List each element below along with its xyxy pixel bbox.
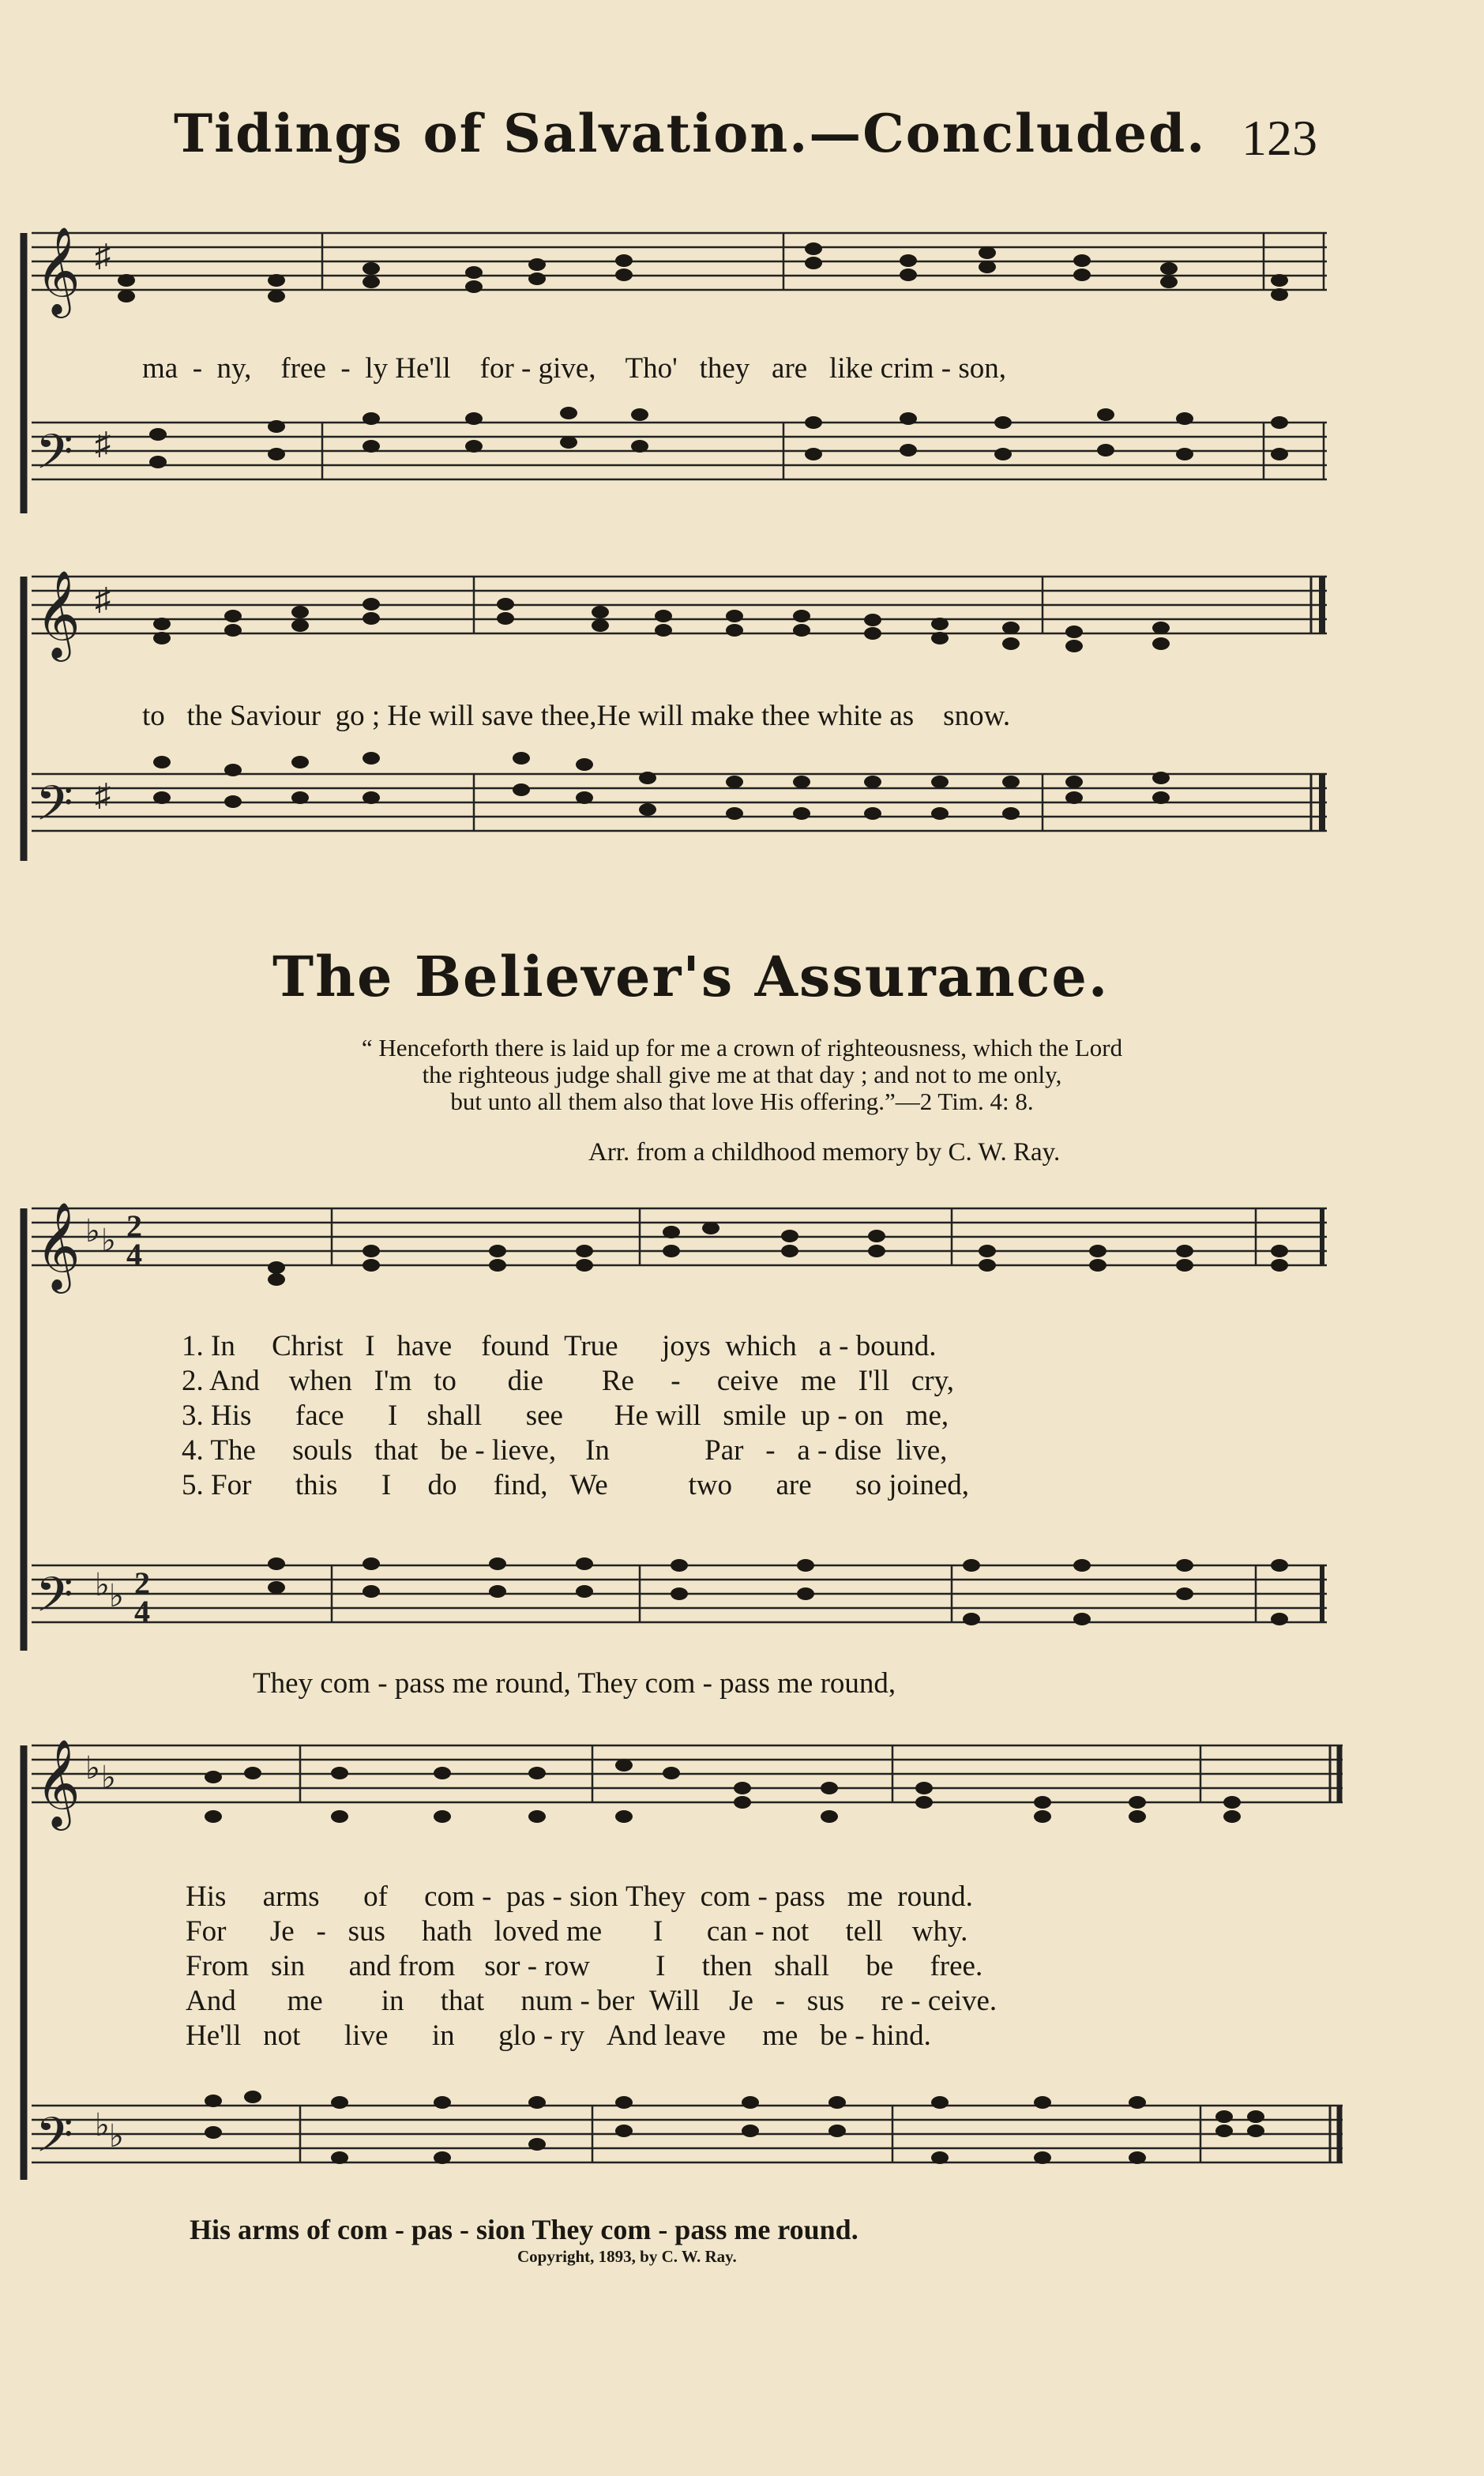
bass-refrain-b: His arms of com - pas - sion They com - pass me round.	[190, 2214, 858, 2245]
svg-text:2: 2	[134, 1565, 150, 1601]
verse-4-b: And me in that num - ber Will Je - sus re - ceive.	[186, 1985, 997, 2017]
svg-text:𝄢: 𝄢	[36, 2107, 73, 2175]
svg-text:𝄢: 𝄢	[36, 776, 73, 843]
svg-text:♭: ♭	[109, 2118, 124, 2154]
svg-text:♯: ♯	[95, 238, 111, 273]
svg-text:𝄞: 𝄞	[36, 1738, 81, 1827]
svg-text:4: 4	[134, 1594, 150, 1629]
svg-text:♭: ♭	[85, 1750, 100, 1786]
svg-text:𝄞: 𝄞	[36, 1201, 81, 1290]
epigraph: “ Henceforth there is laid up for me a crown of righteousness, which the Lord the righteous judge shall give me at that day ; and not to me only, but unto all them also that love His offering.”—2 Tim. 4: 8.	[361, 1034, 1123, 1115]
verse-5-b: He'll not live in glo - ry And leave me be - hind.	[186, 2019, 931, 2052]
verse-1-b: His arms of com - pas - sion They com - pass me round.	[186, 1880, 973, 1913]
verse-5-a: 5. For this I do find, We two are so joined,	[182, 1469, 970, 1501]
verses-part-b	[186, 1880, 997, 2053]
bass-refrain-a: They com - pass me round, They com - pass me round,	[253, 1667, 896, 1700]
verse-1-a: 1. In Christ I have found True joys which a - bound.	[182, 1330, 937, 1362]
song-title: The Believer's Assurance.	[272, 944, 1110, 1009]
page-number: 123	[1242, 110, 1317, 166]
song-title-continued: Tidings of Salvation.—Concluded.	[174, 103, 1207, 164]
svg-text:♭: ♭	[95, 2107, 110, 2143]
lyrics-line-1: ma - ny, free - ly He'll for - give, Tho' they are like crim - son,	[142, 352, 1006, 385]
svg-text:♯: ♯	[95, 426, 111, 461]
copyright: Copyright, 1893, by C. W. Ray.	[517, 2247, 737, 2266]
verse-3-b: From sin and from sor - row I then shall be free.	[186, 1950, 983, 1982]
arrangement-credit: Arr. from a childhood memory by C. W. Ray.	[588, 1138, 1061, 1167]
verse-4-a: 4. The souls that be - lieve, In Par - a - dise live,	[182, 1434, 948, 1467]
svg-text:𝄞: 𝄞	[36, 569, 81, 658]
svg-text:2: 2	[126, 1208, 142, 1244]
verse-2-b: For Je - sus hath loved me I can - not tell why.	[186, 1915, 968, 1948]
svg-text:𝄞: 𝄞	[36, 226, 81, 314]
svg-text:♭: ♭	[101, 1760, 116, 1795]
svg-text:♯: ♯	[95, 777, 111, 813]
svg-text:♭: ♭	[95, 1567, 110, 1602]
verses-part-a	[182, 1329, 969, 1503]
svg-text:♭: ♭	[109, 1578, 124, 1614]
verse-3-a: 3. His face I shall see He will smile up - on me,	[182, 1400, 949, 1432]
svg-text:♭: ♭	[85, 1213, 100, 1249]
lyrics-line-2: to the Saviour go ; He will save thee,He will make thee white as snow.	[142, 700, 1011, 732]
svg-text:4: 4	[126, 1237, 142, 1272]
svg-text:𝄢: 𝄢	[36, 1567, 73, 1635]
svg-text:♭: ♭	[101, 1223, 116, 1258]
svg-text:♯: ♯	[95, 581, 111, 617]
verse-2-a: 2. And when I'm to die Re - ceive me I'll cry,	[182, 1365, 954, 1397]
svg-text:𝄢: 𝄢	[36, 424, 73, 492]
